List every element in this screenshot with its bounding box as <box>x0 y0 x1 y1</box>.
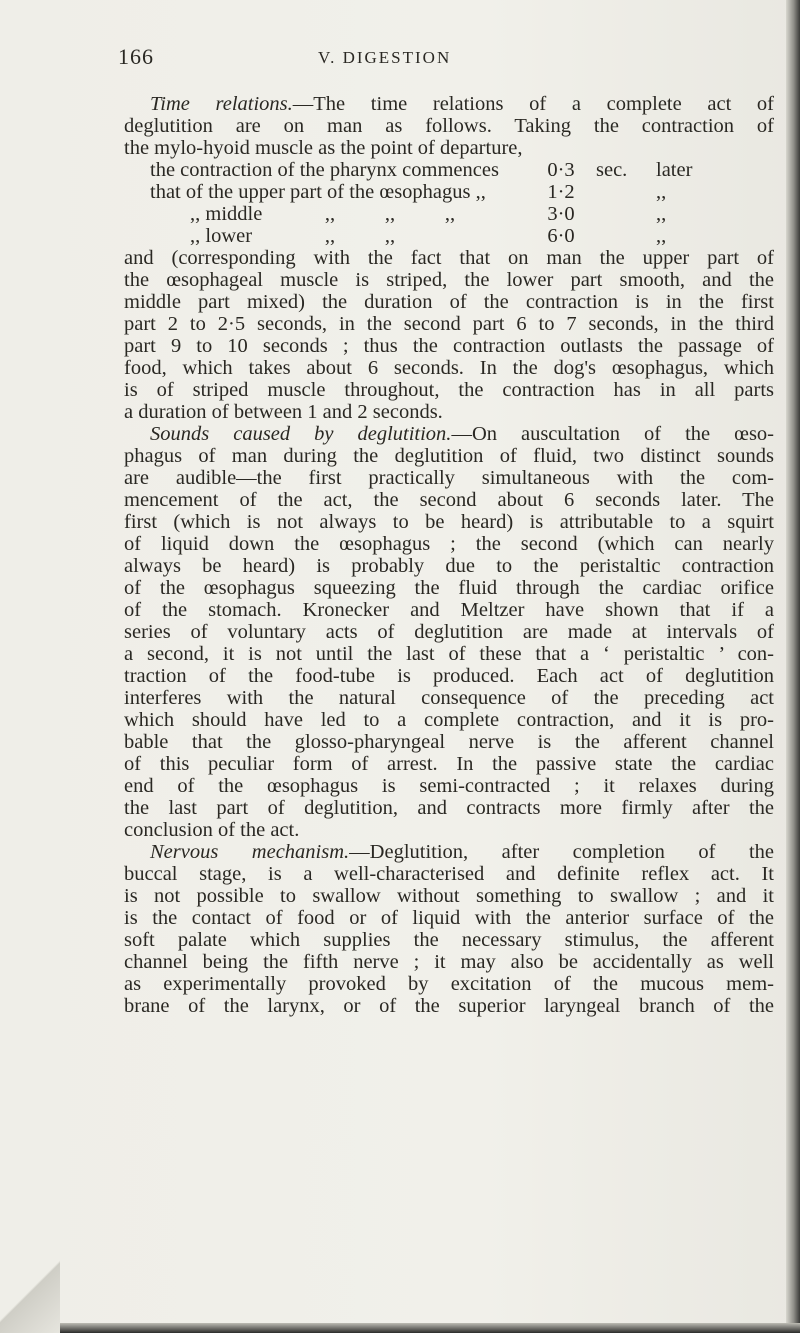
paragraph-line: middle part mixed) the duration of the contraction is in the first <box>124 291 774 313</box>
running-head: V. DIGESTION <box>318 48 452 67</box>
paragraph-line: part 9 to 10 seconds ; thus the contraction outlasts the passage of <box>124 335 774 357</box>
paragraph-line: is not possible to swallow without something to swallow ; and it <box>124 885 774 907</box>
page-edge-shadow <box>786 0 800 1333</box>
page-number: 166 <box>118 44 154 69</box>
paragraph-line: series of voluntary acts of deglutition are made at intervals of <box>124 621 774 643</box>
paragraph-line: which should have led to a complete contraction, and it is pro- <box>124 709 774 731</box>
timing-table <box>124 159 774 247</box>
paragraph-line: is of striped muscle throughout, the contraction has in all parts <box>124 379 774 401</box>
paragraph-line: of the stomach. Kronecker and Meltzer have shown that if a <box>124 599 774 621</box>
page-bottom-edge <box>0 1323 800 1333</box>
paragraph-line: soft palate which supplies the necessary stimulus, the afferent <box>124 929 774 951</box>
paragraph-line: are audible—the first practically simultaneous with the com- <box>124 467 774 489</box>
paragraph-line: is the contact of food or of liquid with the anterior surface of the <box>124 907 774 929</box>
paragraph-line: phagus of man during the deglutition of fluid, two distinct sounds <box>124 445 774 467</box>
paragraph-line: always be heard) is probably due to the peristaltic contraction <box>124 555 774 577</box>
table-row: ,, middle ,, ,, ,, 3·0 ,, <box>190 203 667 225</box>
paragraph-line: deglutition are on man as follows. Taking the contraction of <box>124 115 774 137</box>
table-row: the contraction of the pharynx commences 0·3 sec. later <box>150 159 693 181</box>
paragraph-line: food, which takes about 6 seconds. In the dog's œsophagus, which <box>124 357 774 379</box>
paragraph-line: bable that the glosso-pharyngeal nerve is the afferent channel <box>124 731 774 753</box>
paragraph-line: Nervous mechanism.—Deglutition, after completion of the <box>150 841 775 863</box>
paragraph-line: Sounds caused by deglutition.—On auscultation of the œso- <box>150 423 774 445</box>
paragraph-line: the mylo-hyoid muscle as the point of departure, <box>124 137 523 159</box>
paragraph-line: a duration of between 1 and 2 seconds. <box>124 401 443 423</box>
paragraph-line: and (corresponding with the fact that on man the upper part of <box>124 247 774 269</box>
paragraph-line: as experimentally provoked by excitation of the mucous mem- <box>124 973 774 995</box>
paragraph-line: of this peculiar form of arrest. In the passive state the cardiac <box>124 753 774 775</box>
paragraph-line: buccal stage, is a well-characterised and definite reflex act. It <box>124 863 774 885</box>
table-row: that of the upper part of the œsophagus ,, 1·2 ,, <box>150 181 667 203</box>
paragraph-line: of liquid down the œsophagus ; the second (which can nearly <box>124 533 774 555</box>
paragraph-line: first (which is not always to be heard) is attributable to a squirt <box>124 511 774 533</box>
paragraph-line: end of the œsophagus is semi-contracted ; it relaxes during <box>124 775 774 797</box>
paragraph-line: interferes with the natural consequence of the preceding act <box>124 687 774 709</box>
paragraph-line: channel being the fifth nerve ; it may also be accidentally as well <box>124 951 774 973</box>
body-text <box>124 93 774 1017</box>
paragraph-line: part 2 to 2·5 seconds, in the second part 6 to 7 seconds, in the third <box>124 313 774 335</box>
paragraph-line: mencement of the act, the second about 6 seconds later. The <box>124 489 774 511</box>
section-heading-time-relations: Time relations. <box>150 93 293 115</box>
paragraph-line: a second, it is not until the last of these that a ‘ peristaltic ’ con- <box>124 643 774 665</box>
section-heading-nervous-mechanism: Nervous mechanism. <box>150 841 350 863</box>
section-heading-sounds: Sounds caused by deglutition. <box>150 423 452 445</box>
paragraph-line: the last part of deglutition, and contracts more firmly after the <box>124 797 774 819</box>
page-corner-fold <box>0 1253 60 1333</box>
paragraph-line: of the œsophagus squeezing the fluid through the cardiac orifice <box>124 577 774 599</box>
paragraph-line: Time relations.—The time relations of a complete act of <box>150 93 774 115</box>
paragraph-line: conclusion of the act. <box>124 819 300 841</box>
paragraph-line: traction of the food-tube is produced. Each act of deglutition <box>124 665 774 687</box>
table-row: ,, lower ,, ,, 6·0 ,, <box>190 225 667 247</box>
paragraph-line: brane of the larynx, or of the superior laryngeal branch of the <box>124 995 774 1017</box>
paragraph-line: the œsophageal muscle is striped, the lower part smooth, and the <box>124 269 774 291</box>
